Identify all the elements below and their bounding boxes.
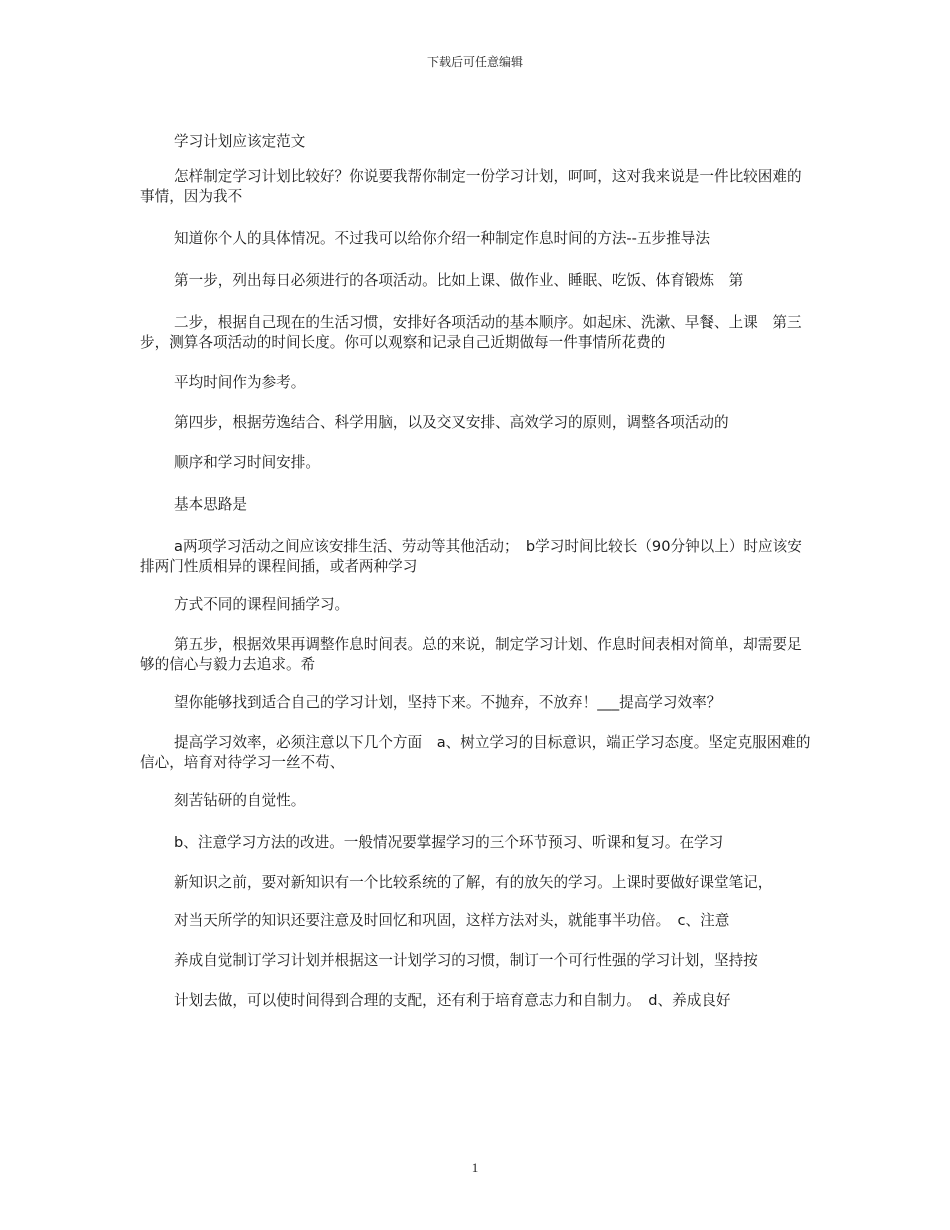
paragraph: 基本思路是 (174, 496, 247, 513)
paragraph: a两项学习活动之间应该安排生活、劳动等其他活动； b学习时间比较长（90分钟以上）时应该安排两门性质相异的课程间插，或者两种学习 (140, 538, 802, 575)
paragraph: 第一步，列出每日必须进行的各项活动。比如上课、做作业、睡眠、吃饭、体育锻炼 第 (174, 272, 744, 289)
paragraph: 方式不同的课程间插学习。 (174, 596, 350, 613)
paragraph: 顺序和学习时间安排。 (174, 454, 320, 471)
paragraph: b、注意学习方法的改进。一般情况要掌握学习的三个环节预习、听课和复习。在学习 (174, 834, 724, 851)
paragraph: 新知识之前，要对新知识有一个比较系统的了解，有的放矢的学习。上课时要做好课堂笔记， (174, 874, 773, 891)
paragraph: 怎样制定学习计划比较好？你说要我帮你制定一份学习计划，呵呵，这对我来说是一件比较困难的事情，因为我不 (140, 168, 802, 205)
page-header: 下载后可任意编辑 (426, 55, 523, 69)
paragraph: 望你能够找到适合自己的学习计划，坚持下来。不抛弃，不放弃！___提高学习效率？ (174, 694, 722, 711)
paragraph: 平均时间作为参考。 (174, 374, 306, 391)
paragraph: 刻苦钻研的自觉性。 (174, 792, 306, 809)
paragraph: 知道你个人的具体情况。不过我可以给你介绍一种制定作息时间的方法--五步推导法 (174, 230, 710, 247)
page-number: 1 (471, 1160, 479, 1175)
paragraph: 第四步，根据劳逸结合、科学用脑，以及交叉安排、高效学习的原则，调整各项活动的 (174, 414, 729, 431)
paragraph: 计划去做，可以使时间得到合理的支配，还有利于培育意志力和自制力。 d、养成良好 (174, 992, 731, 1009)
paragraph: 养成自觉制订学习计划并根据这一计划学习的习惯，制订一个可行性强的学习计划，坚持按 (174, 952, 758, 969)
paragraph-title: 学习计划应该定范文 (174, 133, 306, 150)
paragraph: 提高学习效率，必须注意以下几个方面 a、树立学习的目标意识，端正学习态度。坚定克服困难的信心，培育对待学习一丝不苟、 (140, 734, 811, 771)
paragraph: 二步，根据自己现在的生活习惯，安排好各项活动的基本顺序。如起床、洗漱、早餐、上课 第三步，测算各项活动的时间长度。你可以观察和记录自己近期做每一件事情所花费的 (140, 314, 802, 351)
document-body (140, 112, 812, 1011)
paragraph: 对当天所学的知识还要注意及时回忆和巩固，这样方法对头，就能事半功倍。 c、注意 (174, 912, 730, 929)
paragraph: 第五步，根据效果再调整作息时间表。总的来说，制定学习计划、作息时间表相对简单，却需要足够的信心与毅力去追求。希 (140, 636, 802, 673)
